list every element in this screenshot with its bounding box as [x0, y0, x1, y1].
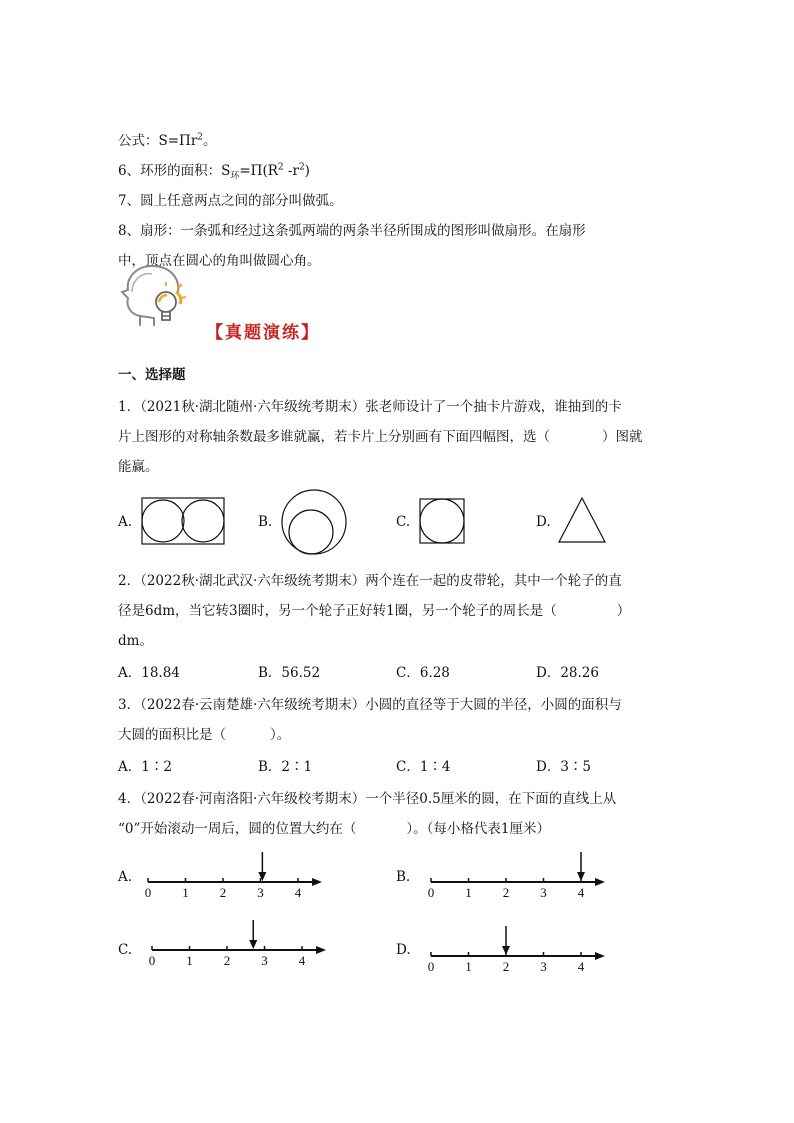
q1-option-b-label: B. — [258, 514, 273, 530]
formula-area: 公式：$S=\Pi r^2$。 — [118, 132, 217, 149]
head-lightbulb-icon — [118, 262, 194, 330]
q2-option-d: D．28.26 — [536, 665, 599, 681]
q1-option-c-figure — [419, 498, 465, 544]
q2-option-a: A．18.84 — [118, 665, 180, 681]
q4-numberline-b — [423, 850, 613, 900]
tick-label: 4 — [577, 885, 585, 900]
tick-label: 3 — [257, 885, 264, 900]
q1-option-d-figure — [557, 496, 607, 544]
tick-label: 2 — [223, 953, 231, 968]
q4-line2: “0”开始滚动一周后，圆的位置大约在（ ）。（每小格代表1厘米） — [118, 821, 550, 837]
q4-numberline-c — [144, 918, 334, 968]
q1-option-b-figure — [280, 489, 348, 555]
q4-numberline-d — [423, 924, 613, 974]
q2-line2: 径是6dm，当它转3圈时，另一个轮子正好转1圈，另一个轮子的周长是（ ） — [118, 603, 631, 619]
q1-line3: 能赢。 — [118, 459, 159, 475]
q2-line1: 2．（2022秋·湖北武汉·六年级统考期末）两个连在一起的皮带轮，其中一个轮子的直 — [118, 573, 622, 589]
tick-label: 2 — [502, 959, 510, 974]
axis-arrowhead — [595, 952, 605, 960]
axis-arrowhead — [312, 878, 322, 886]
tick-label: 0 — [427, 885, 435, 900]
q2-option-b: B．56.52 — [258, 665, 321, 681]
tick-label: 3 — [261, 953, 268, 968]
q3-line2: 大圆的面积比是（ ）。 — [118, 727, 291, 743]
tick-label: 4 — [298, 953, 306, 968]
q3-option-c: C．1∶4 — [396, 759, 451, 775]
q1-option-a-figure — [141, 497, 225, 545]
position-arrow-head — [258, 872, 266, 881]
q3-option-d: D．3∶5 — [536, 759, 592, 775]
subsection-heading: 一、选择题 — [118, 367, 186, 383]
q1-option-a-label: A. — [118, 514, 133, 530]
q3-line1: 3．（2022春·云南楚雄·六年级统考期末）小圆的直径等于大圆的半径，小圆的面积与 — [118, 697, 622, 713]
tick-label: 4 — [577, 959, 585, 974]
tick-label: 3 — [540, 885, 547, 900]
tick-label: 0 — [427, 959, 435, 974]
position-arrow-head — [577, 872, 585, 881]
tick-label: 3 — [540, 959, 547, 974]
q3-option-a: A．1∶2 — [118, 759, 172, 775]
tick-label: 1 — [182, 885, 189, 900]
axis-arrowhead — [595, 878, 605, 886]
q2-line3: dm。 — [118, 633, 153, 649]
tick-label: 1 — [465, 885, 472, 900]
position-arrow-head — [249, 940, 257, 949]
tick-label: 2 — [219, 885, 227, 900]
tick-label: 0 — [144, 885, 152, 900]
q4-option-c-label: C. — [118, 942, 133, 958]
tick-label: 2 — [502, 885, 510, 900]
definition-sector-cont: 中，顶点在圆心的角叫做圆心角。 — [118, 253, 321, 269]
q1-line2: 片上图形的对称轴条数最多谁就赢，若卡片上分别画有下面四幅图，选（ ）图就 — [118, 429, 643, 445]
tick-label: 4 — [294, 885, 302, 900]
q3-option-b: B．2∶1 — [258, 759, 313, 775]
q4-option-d-label: D. — [396, 942, 411, 958]
definition-sector: 8、扇形：一条弧和经过这条弧两端的两条半径所围成的图形叫做扇形。在扇形 — [118, 223, 586, 239]
formula-ring-area: 6、环形的面积：$S_环=\Pi(R^2$ $-r^2$) — [118, 162, 310, 182]
tick-label: 1 — [186, 953, 193, 968]
q4-numberline-a — [140, 850, 330, 900]
q1-option-c-label: C. — [396, 514, 411, 530]
tick-label: 1 — [465, 959, 472, 974]
q1-line1: 1．（2021秋·湖北随州·六年级统考期末）张老师设计了一个抽卡片游戏，谁抽到的卡 — [118, 399, 622, 415]
q4-option-a-label: A. — [118, 869, 133, 885]
q1-option-d-label: D. — [536, 514, 551, 530]
q4-option-b-label: B. — [396, 869, 411, 885]
position-arrow-head — [502, 946, 510, 955]
definition-arc: 7、圆上任意两点之间的部分叫做弧。 — [118, 193, 343, 209]
tick-label: 0 — [148, 953, 156, 968]
q4-line1: 4．（2022春·河南洛阳·六年级校考期末）一个半径0.5厘米的圆，在下面的直线上从 — [118, 791, 617, 807]
axis-arrowhead — [316, 946, 326, 954]
q2-option-c: C．6.28 — [396, 665, 450, 681]
section-title: 【真题演练】 — [206, 323, 320, 343]
